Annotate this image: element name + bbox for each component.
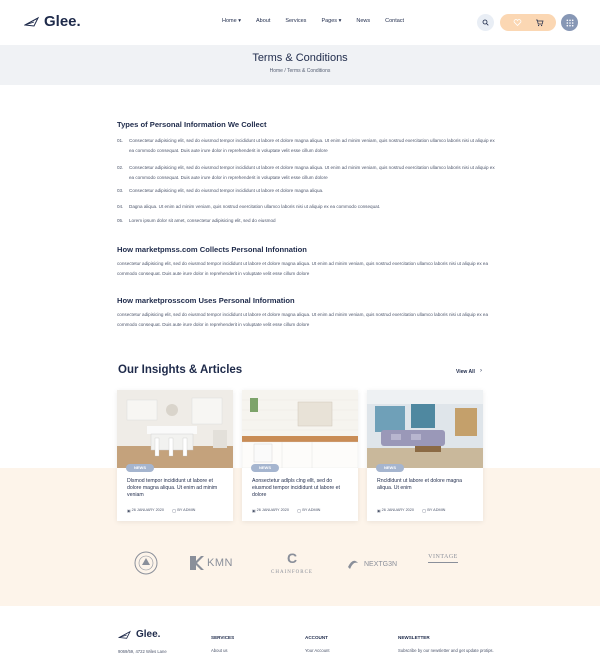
article-author[interactable]: BY ADMIN (427, 508, 446, 512)
brand-logo-vintage (428, 554, 458, 570)
living-room-image (367, 390, 483, 468)
item-number: 03. (117, 188, 124, 193)
news-badge: NEWS (376, 464, 404, 472)
calendar-icon: ▣ (127, 509, 132, 513)
article-date: 26 JANUARY 2020 (256, 508, 290, 512)
section-text: consectetur adipisicing elit, sed do eiusmod tempor incididunt ut labore et dolore magna aliqua. Ut enim ad minim veniam, quis nostrud exercitation ullamco laboris nisi ut aliquip ex ea commodo consequat. Duis aute irure dolor in reprehenderit in voluptate velit esse cillum dolore (117, 261, 489, 276)
page-title: Terms & Conditions (252, 52, 348, 64)
footer-link[interactable]: About us (211, 648, 228, 653)
brand-name: KMN (207, 557, 233, 569)
terms-list (117, 136, 497, 236)
user-icon: ◯ (422, 509, 428, 513)
newsletter-text: Subscribe by our newsletter and get update protips. (398, 648, 494, 653)
item-number: 02. (117, 165, 124, 170)
article-meta (252, 508, 320, 513)
article-author[interactable]: BY ADMIN (177, 508, 196, 512)
section-title: Types of Personal Information We Collect (117, 120, 267, 129)
footer-logo-text: Glee. (136, 629, 161, 640)
logo-text: Glee. (44, 13, 81, 30)
brand-name: VINTAGE (428, 554, 458, 560)
nav-item-pages[interactable]: Pages ▾ (321, 18, 342, 24)
list-item (117, 136, 497, 155)
item-text: Consectetur adipisicing elit, sed do eiusmod tempor incididunt ut labore et dolore magna aliqua. Ut enim ad minim veniam, quis nostrud exercitation ullamco laboris nisi ut aliquip ex ea commodo consequat. Duis aute irure dolor in reprehenderit in voluptate velit esse cillum dolore (129, 138, 495, 153)
list-item (117, 202, 497, 212)
section-title: How marketpmss.com Collects Personal Infonnation (117, 245, 307, 254)
item-number: 05. (117, 218, 124, 223)
cart-wishlist-pill[interactable] (500, 14, 556, 31)
breadcrumb[interactable]: Home / Terms & Conditions (269, 68, 331, 74)
calendar-icon: ▣ (377, 509, 382, 513)
news-badge: NEWS (251, 464, 279, 472)
search-icon (482, 19, 489, 26)
article-meta (377, 508, 445, 513)
brand-name: CHAINFORCE (271, 570, 313, 575)
section-text: consectetur adipisicing elit, sed do eiusmod tempor incididunt ut labore et dolore magna aliqua. Ut enim ad minim veniam, quis nostrud exercitation ullamco laboris nisi ut aliquip ex ea commodo consequat. Duis aute irure dolor in reprehenderit in voluptate velit esse cillum dolore (117, 312, 489, 327)
chevron-right-icon[interactable]: › (480, 368, 482, 374)
section-collects (117, 245, 497, 278)
news-badge: NEWS (126, 464, 154, 472)
section-uses (117, 296, 497, 329)
section-title: How marketprosscom Uses Personal Information (117, 296, 295, 305)
nav-item-home[interactable]: Home ▾ (222, 18, 241, 24)
kmn-logo-icon (190, 556, 204, 570)
article-author[interactable]: BY ADMIN (302, 508, 321, 512)
brand-logo-seal (132, 549, 160, 582)
grid-icon (566, 19, 574, 27)
logo[interactable] (24, 13, 81, 30)
view-all-link[interactable]: View All (456, 369, 475, 375)
brand-logo-chainforce (267, 551, 317, 575)
heart-icon (513, 18, 522, 27)
article-card[interactable] (367, 390, 483, 521)
article-title[interactable]: Aonsectetur adlpls clng ellt, sed do eiusmod tempor incididunt ut labore et dolore (252, 478, 340, 498)
item-number: 04. (117, 204, 124, 209)
site-footer (0, 606, 600, 660)
search-button[interactable] (477, 14, 494, 31)
seal-logo-icon (132, 549, 160, 577)
brand-logo-kmn (190, 556, 233, 570)
kitchen-image (117, 390, 233, 468)
logo-icon (24, 16, 40, 28)
logo-icon (118, 630, 132, 640)
article-date: 26 JANUARY 2020 (131, 508, 165, 512)
article-title[interactable]: Rncldldunt ut labore et dolore magna aliqua. Ut enim (377, 478, 463, 491)
insights-title: Our Insights & Articles (118, 364, 243, 376)
user-icon: ◯ (297, 509, 303, 513)
list-item (117, 163, 497, 182)
section-types (117, 120, 497, 129)
menu-grid-button[interactable] (561, 14, 578, 31)
footer-address: 9069/59, 4722 Wiles Lane (118, 649, 167, 654)
article-title[interactable]: Dlsmod tempor incididunt ut labore et dolore magna aliqua. Ut enim ad minim veniam (127, 478, 218, 498)
footer-heading-services: SERVICES (211, 635, 235, 640)
cart-icon (535, 18, 544, 27)
vintage-logo-icon (428, 562, 458, 570)
site-header (0, 0, 600, 45)
article-date: 26 JANUARY 2020 (381, 508, 415, 512)
article-card[interactable] (242, 390, 358, 521)
footer-heading-newsletter: NEWSLETTER (398, 635, 430, 640)
nav-item-about[interactable]: About (255, 18, 271, 24)
brand-name: NEXTG3N (364, 560, 398, 568)
item-text: Consectetur adipisicing elit, sed do eiusmod tempor incididunt ut labore et dolore magna aliqua. (129, 188, 324, 193)
item-text: Consectetur adipisicing elit, sed do eiusmod tempor incididunt ut labore et dolore magna aliqua. Ut enim ad minim veniam, quis nostrud exercitation ullamco laboris nisi ut aliquip ex ea commodo consequat. Duis aute irure dolor in reprehenderit in voluptate velit esse cillum dolore (129, 165, 495, 180)
item-text: Dagna aliqua. Ut enim ad minim veniam, quis nostrud exercitation ullamco laboris nisi ut aliquip ex ea commodo consequat. (129, 204, 381, 209)
footer-heading-account: ACCOUNT (305, 635, 328, 640)
article-meta (127, 508, 195, 513)
list-item (117, 216, 497, 226)
nav-label: Pages (321, 18, 338, 24)
footer-link[interactable]: Your Account (305, 648, 330, 653)
calendar-icon: ▣ (252, 509, 257, 513)
footer-logo[interactable] (118, 629, 160, 640)
user-icon: ◯ (172, 509, 178, 513)
nav-item-news[interactable]: News (356, 18, 371, 24)
item-number: 01. (117, 138, 124, 143)
nav-item-contact[interactable]: Contact (385, 18, 405, 24)
article-card[interactable] (117, 390, 233, 521)
page-banner (0, 45, 600, 85)
kitchen-image (242, 390, 358, 468)
nextgen-logo-icon (346, 557, 360, 571)
main-nav (222, 18, 419, 24)
item-text: Lorem ipsum dolor sit amet, consectetur adipisicing elit, sed do eiusmod (129, 218, 276, 223)
nav-item-services[interactable]: Services (285, 18, 307, 24)
list-item (117, 186, 497, 196)
nav-label: Home (222, 18, 237, 24)
chainforce-logo-icon: C (286, 550, 298, 566)
brand-logo-nextgen (346, 557, 397, 571)
